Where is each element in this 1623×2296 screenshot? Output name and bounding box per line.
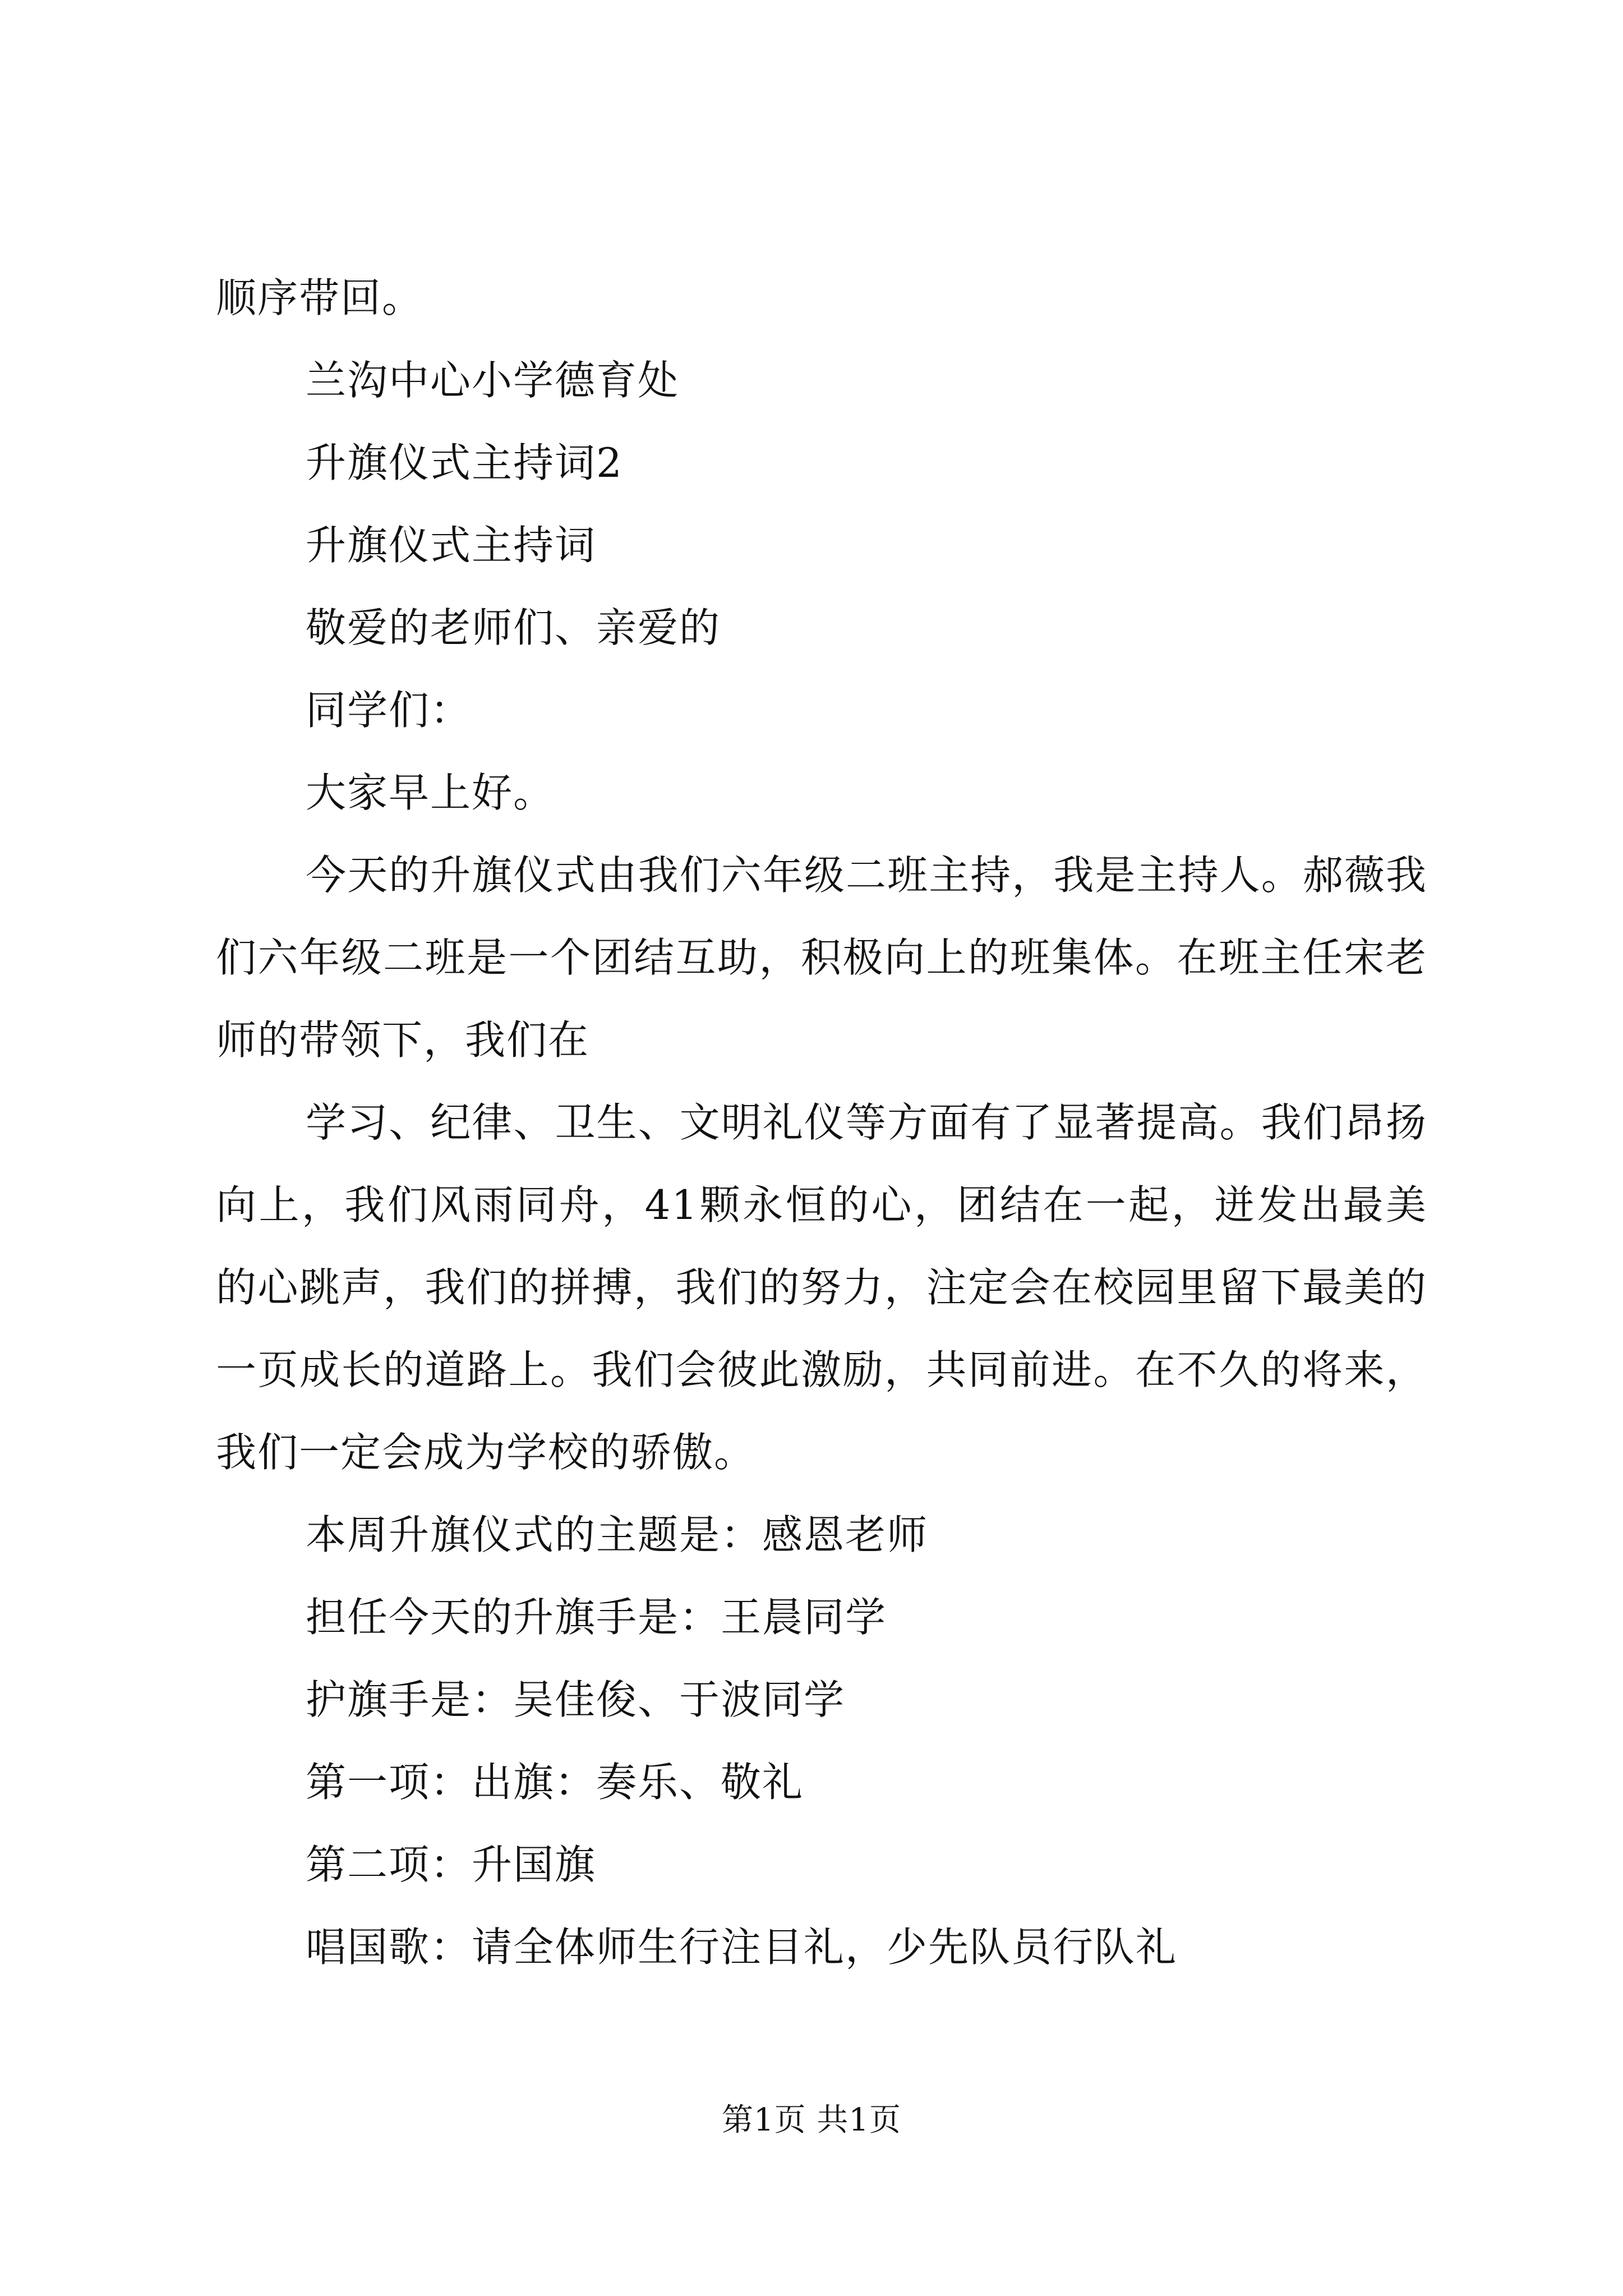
list-item: 第二项：升国旗 [306, 1841, 597, 1888]
text-line: 敬爱的老师们、亲爱的 [306, 604, 721, 651]
list-item: 担任今天的升旗手是：王晨同学 [306, 1594, 887, 1641]
text-line: 兰沟中心小学德育处 [306, 357, 680, 404]
document-body [216, 257, 1427, 1989]
list-item: 第一项：出旗：奏乐、敬礼 [306, 1759, 804, 1806]
list-item: 本周升旗仪式的主题是：感恩老师 [306, 1511, 929, 1558]
section-subtitle: 升旗仪式主持词 [306, 522, 597, 569]
paragraph: 学习、纪律、卫生、文明礼仪等方面有了显著提高。我们昂扬向上，我们风雨同舟，41颗永恒的心，团结在一起，迸发出最美的心跳声，我们的拼搏，我们的努力，注定会在校园里留下最美的一页成长的道路上。我们会彼此激励，共同前进。在不久的将来，我们一定会成为学校的骄傲。 [216, 1099, 1427, 1476]
text-line: 大家早上好。 [306, 769, 555, 816]
list-item: 护旗手是：吴佳俊、于波同学 [306, 1676, 846, 1723]
paragraph: 今天的升旗仪式由我们六年级二班主持，我是主持人。郝薇我们六年级二班是一个团结互助，积极向上的班集体。在班主任宋老师的带领下，我们在 [216, 852, 1427, 1064]
page-footer: 第1页 共1页 [721, 2102, 902, 2138]
text-line: 顺序带回。 [216, 274, 424, 321]
text-line: 同学们： [306, 687, 472, 734]
list-item: 唱国歌：请全体师生行注目礼，少先队员行队礼 [306, 1924, 1178, 1971]
section-title: 升旗仪式主持词2 [306, 439, 623, 486]
